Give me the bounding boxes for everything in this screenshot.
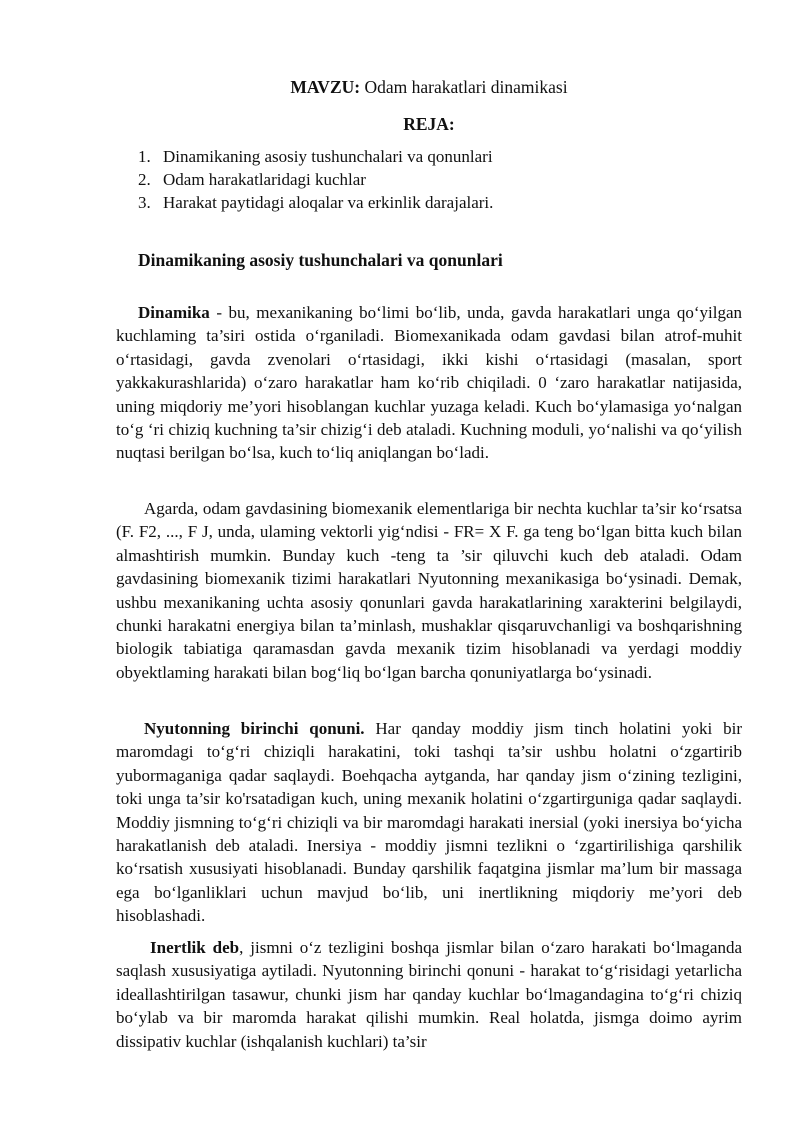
plan-heading: REJA: [403, 114, 455, 134]
document-title [116, 77, 742, 97]
plan-item [138, 191, 493, 214]
plan-list [138, 145, 493, 214]
paragraph-text: Har qanday moddiy jism tinch holatini yoki bir maromdagi to‘g‘ri chiziqli harakatini, toki tashqi ta’sir ushbu holatni o‘zgartirib yubormaganiga qadar saqlaydi. Boehqacha aytganda, har qanday jism o‘zining tezligini, toki unga ta’sir ko'rsatadigan kuch, uning mexanik holatini o‘zgartirguniga qadar saqlaydi. Moddiy jismning to‘g‘ri chiziqli va bir maromdagi harakati inersial (yoki inersiya bo‘yicha harakatlanish deb ataladi. Inersiya - moddiy jismni tezlikni o ‘zgartirilishiga qarshilik ko‘rsatish xususiyati hisoblanadi. Bunday qarshilik faqatgina jismlar ma’lum bir massaga ega bo‘lganliklari uchun mavjud bo‘lib, uni inertlikning miqdoriy me’yori deb hisoblashadi. [116, 719, 742, 926]
paragraph-text: , jismni o‘z tezligini boshqa jismlar bilan o‘zaro harakati bo‘lmaganda saqlash xususiyatiga aytiladi. Nyutonning birinchi qonuni - harakat to‘g‘risidagi yetarlicha ideallashtirilgan tasawur, chunki jism har qanday kuchlar bo‘lmagandagina to‘g‘ri chiziq bo‘ylab va bir maromda harakat qilishi mumkin. Real holatda, jismga doimo ayrim dissipativ kuchlar (ishqalanish kuchlari) ta’sir [116, 938, 742, 1051]
paragraph-forces [116, 497, 742, 684]
plan-item-number: 3. [138, 193, 151, 212]
plan-item-number: 2. [138, 170, 151, 189]
section-heading: Dinamikaning asosiy tushunchalari va qonunlari [138, 250, 503, 270]
title-label: MAVZU: [290, 77, 361, 97]
plan-item [138, 145, 493, 168]
paragraph-text: Agarda, odam gavdasining biomexanik elementlariga bir nechta kuchlar ta’sir ko‘rsatsa (F. F2, ..., F J, unda, ulaming vektorli yig‘ndisi - FR= X F. ga teng bo‘lgan bitta kuch bilan almashtirish mumkin. Bunday kuch -teng ta ’sir qiluvchi kuch deb ataladi. Odam gavdasining biomexanik tizimi harakatlari Nyutonning mexanikasiga bo‘ysinadi. Demak, ushbu mexanikaning uchta asosiy qonunlari gavda harakatlarining xarakterini belgilaydi, chunki harakatni energiya bilan ta’minlash, mushaklar qisqaruvchanligi va boshqarishning biologik tabiatiga qaramasdan gavda mexanik tizim hisoblanadi va yerdagi moddiy obyektlaming harakati bilan bog‘liq bo‘lgan barcha qonuniyatlarga bo‘ysinadi. [116, 499, 742, 682]
title-text: Odam harakatlari dinamikasi [360, 77, 568, 97]
plan-item-text: Odam harakatlaridagi kuchlar [163, 170, 366, 189]
paragraph-lead-term: Inertlik deb [150, 938, 240, 957]
plan-item-text: Harakat paytidagi aloqalar va erkinlik darajalari. [163, 193, 494, 212]
paragraph-dinamika [116, 301, 742, 465]
plan-item-text: Dinamikaning asosiy tushunchalari va qonunlari [163, 147, 493, 166]
paragraph-lead-term: Nyutonning birinchi qonuni. [144, 719, 365, 738]
paragraph-text: - bu, mexanikaning bo‘limi bo‘lib, unda, gavda harakatlari unga qo‘yilgan kuchlaming ta’siri ostida o‘rganiladi. Biomexanikada odam gavdasi bilan atrof-muhit o‘rtasidagi, gavda zvenolari o‘rtasidagi, ikki kishi o‘rtasidagi (masalan, sport yakkakurashlarida) o‘zaro harakatlar ham ko‘rib chiqiladi. 0 ‘zaro harakatlar natijasida, uning miqdoriy me’yori hisoblangan kuchlar yuzaga keladi. Kuch bo‘ylamasiga yo‘nalgan to‘g ‘ri chiziq kuchning ta’sir chizig‘i deb ataladi. Kuchning moduli, yo‘nalishi va qo‘yilish nuqtasi berilgan bo‘lsa, kuch to‘liq aniqlangan bo‘ladi. [116, 303, 742, 463]
plan-item-number: 1. [138, 147, 151, 166]
paragraph-inertia [116, 936, 742, 1053]
paragraph-newton-first-law [116, 717, 742, 928]
paragraph-lead-term: Dinamika [138, 303, 210, 322]
plan-item [138, 168, 493, 191]
